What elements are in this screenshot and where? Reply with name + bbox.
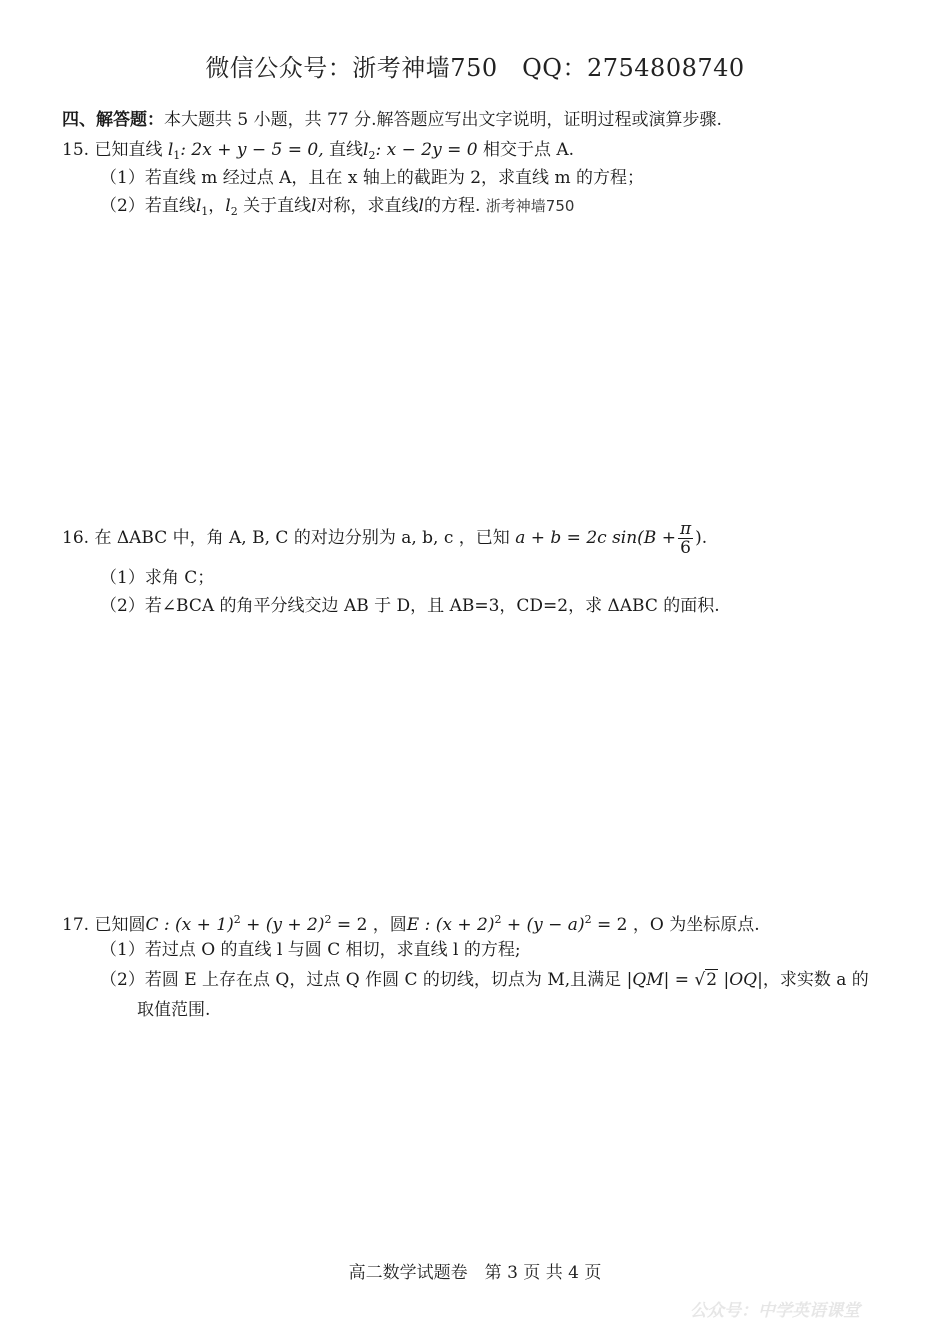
q16-number: 16.	[62, 528, 90, 548]
q16-part2: （2）若∠BCA 的角平分线交边 AB 于 D，且 AB=3，CD=2，求 ΔABC 的面积.	[100, 596, 720, 616]
q17-e-def2: + (y − a)	[506, 915, 585, 935]
section-label: 四、解答题：	[62, 110, 164, 130]
q17-stem	[62, 908, 760, 937]
q15-p2c: 对称，求直线	[316, 196, 419, 216]
section-heading	[62, 108, 722, 132]
q17-p2b: |QM| =	[626, 970, 690, 990]
q17-e-exp2: 2	[584, 913, 592, 926]
q15-p2-l: l	[311, 196, 317, 216]
q17-part2: （2）若圆 E 上存在点 Q，过点 Q 作圆 C 的切线，切点为 M,且满足 |QM| = √2 |OQ|，求实数 a 的	[100, 970, 869, 990]
q16-frac-den: 6	[680, 538, 691, 558]
q17-c-exp1: 2	[233, 913, 241, 926]
q15-part1: （1）若直线 m 经过点 A，且在 x 轴上的截距为 2，求直线 m 的方程；	[100, 168, 644, 188]
q15-mid: 直线	[329, 140, 364, 160]
q17-sqrt: 2	[706, 970, 718, 990]
q16-fraction	[678, 520, 693, 557]
q15-part2: （2）若直线$l_1$，$l_2$ 关于直线l对称，求直线l的方程. 浙考神墙750	[100, 196, 575, 218]
q17-e-def3: = 2 ，	[597, 915, 650, 935]
q17-e-exp1: 2	[494, 913, 502, 926]
q16-frac-num: π	[679, 519, 692, 539]
q15-intro: 已知直线	[94, 140, 163, 160]
q17-c-def: C : (x + 1)	[145, 915, 234, 935]
q17-part1: （1）若过点 O 的直线 l 与圆 C 相切，求直线 l 的方程;	[100, 940, 521, 960]
q16-eq: a + b = 2c sin(B +	[515, 528, 676, 548]
q16-stem	[62, 518, 707, 558]
q15-l2-symbol: $l_2$	[363, 140, 376, 162]
q15-tail: 相交于点 A.	[482, 140, 575, 160]
watermark: 公众号：中学英语课堂	[690, 1301, 860, 1321]
q17-number: 17.	[62, 915, 90, 935]
q16-part1: （1）求角 C；	[100, 568, 215, 588]
q17-c-def3: = 2 ，圆	[336, 915, 407, 935]
q17-p2a: （2）若圆 E 上存在点 Q，过点 Q 作圆 C 的切线，切点为 M,且满足	[100, 970, 622, 990]
section-instructions: 本大题共 5 小题，共 77 分.解答题应写出文字说明，证明过程或演算步骤.	[164, 110, 722, 130]
q17-tail: O 为坐标原点.	[649, 915, 760, 935]
q15-l2-def: : x − 2y = 0	[375, 140, 478, 160]
q15-p2d: 的方程.	[423, 196, 481, 216]
q16-eq-end: ).	[695, 528, 708, 548]
q15-p2-l1: $l_1$	[195, 196, 209, 218]
q16-intro: 在 ΔABC 中，角 A, B, C 的对边分别为 a, b, c ，已知	[94, 528, 510, 548]
q15-p2-l-b: l	[418, 196, 424, 216]
q17-intro: 已知圆	[94, 915, 146, 935]
q15-p2-l2: $l_2$	[225, 196, 238, 218]
q15-p2b: 关于直线	[243, 196, 312, 216]
q17-c-def2: + (y + 2)	[246, 915, 325, 935]
q15-p2a: （2）若直线	[100, 196, 196, 216]
q17-c-exp2: 2	[324, 913, 332, 926]
q17-e-def: E : (x + 2)	[406, 915, 495, 935]
q15-stamp: 浙考神墙750	[485, 197, 575, 215]
q15-l1-def: : 2x + y − 5 = 0,	[180, 140, 324, 160]
page-header: 微信公众号：浙考神墙750 QQ：2754808740	[205, 54, 745, 82]
q17-p2c: |OQ|	[723, 970, 763, 990]
q15-stem	[62, 138, 574, 168]
q17-p2d: ，求实数 a 的	[762, 970, 869, 990]
q15-number: 15.	[62, 140, 90, 160]
q17-part2-cont: 取值范围.	[137, 1000, 211, 1020]
page-footer: 高二数学试题卷 第 3 页 共 4 页	[348, 1263, 602, 1283]
q15-l1-symbol: $l_1$	[167, 140, 181, 162]
